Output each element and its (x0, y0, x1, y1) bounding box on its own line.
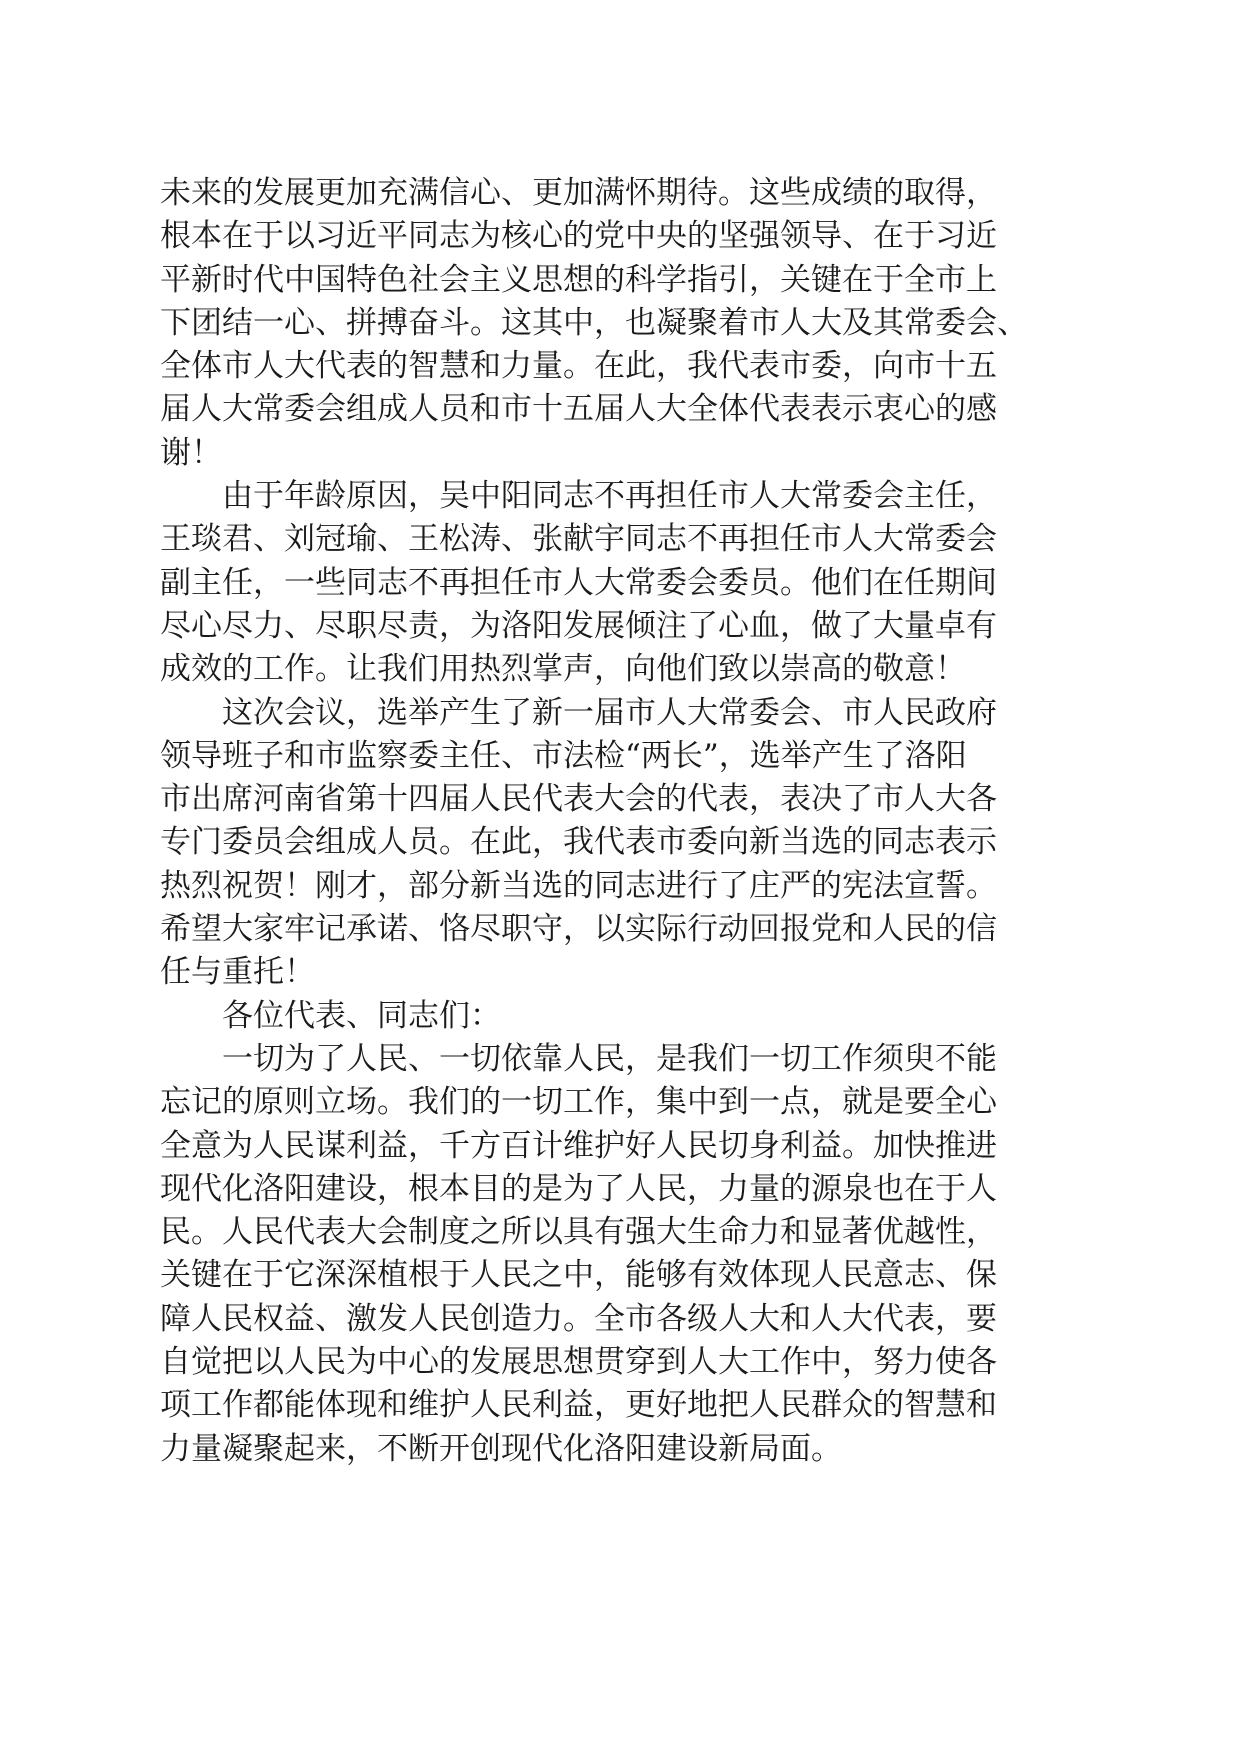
text-line: 市出席河南省第十四届人民代表大会的代表，表决了市人大各 (160, 781, 997, 818)
text-line: 热烈祝贺！刚才，部分新当选的同志进行了庄严的宪法宣誓。 (160, 867, 997, 904)
paragraph-first-line: 这次会议，选举产生了新一届市人大常委会、市人民政府 (222, 694, 997, 731)
paragraph-first-line: 一切为了人民、一切依靠人民，是我们一切工作须臾不能 (222, 1040, 997, 1077)
text-line: 忘记的原则立场。我们的一切工作，集中到一点，就是要全心 (160, 1084, 997, 1121)
text-line: 全意为人民谋利益，千方百计维护好人民切身利益。加快推进 (160, 1127, 997, 1164)
text-line: 根本在于以习近平同志为核心的党中央的坚强领导、在于习近 (160, 218, 997, 255)
text-line: 自觉把以人民为中心的发展思想贯穿到人大工作中，努力使各 (160, 1344, 997, 1381)
text-line: 障人民权益、激发人民创造力。全市各级人大和人大代表，要 (160, 1300, 997, 1337)
text-line: 副主任，一些同志不再担任市人大常委会委员。他们在任期间 (160, 564, 997, 601)
paragraph-first-line: 各位代表、同志们： (222, 997, 501, 1034)
text-line: 未来的发展更加充满信心、更加满怀期待。这些成绩的取得， (160, 175, 997, 211)
text-line: 尽心尽力、尽职尽责，为洛阳发展倾注了心血，做了大量卓有 (160, 607, 997, 644)
text-line: 谢！ (160, 434, 222, 471)
text-line: 届人大常委会组成人员和市十五届人大全体代表表示衷心的感 (160, 391, 997, 428)
text-line: 平新时代中国特色社会主义思想的科学指引，关键在于全市上 (160, 261, 997, 298)
text-line: 王琰君、刘冠瑜、王松涛、张献宇同志不再担任市人大常委会 (160, 521, 997, 558)
text-line: 任与重托！ (160, 954, 315, 991)
text-line: 希望大家牢记承诺、恪尽职守，以实际行动回报党和人民的信 (160, 911, 997, 948)
text-line: 民。人民代表大会制度之所以具有强大生命力和显著优越性， (160, 1214, 997, 1251)
text-line: 成效的工作。让我们用热烈掌声，向他们致以崇高的敬意！ (160, 651, 966, 688)
text-line: 关键在于它深深植根于人民之中，能够有效体现人民意志、保 (160, 1257, 997, 1294)
text-line: 领导班子和市监察委主任、市法检“两长”，选举产生了洛阳 (160, 737, 967, 774)
text-line: 专门委员会组成人员。在此，我代表市委向新当选的同志表示 (160, 824, 997, 861)
text-line: 现代化洛阳建设，根本目的是为了人民，力量的源泉也在于人 (160, 1170, 997, 1207)
text-line: 下团结一心、拼搏奋斗。这其中，也凝聚着市人大及其常委会、 (160, 304, 1028, 341)
text-line: 全体市人大代表的智慧和力量。在此，我代表市委，向市十五 (160, 348, 997, 385)
document-body-text (160, 172, 1080, 1471)
text-line: 力量凝聚起来，不断开创现代化洛阳建设新局面。 (160, 1430, 842, 1467)
text-line: 项工作都能体现和维护人民利益，更好地把人民群众的智慧和 (160, 1387, 997, 1424)
paragraph-first-line: 由于年龄原因，吴中阳同志不再担任市人大常委会主任， (222, 478, 997, 515)
